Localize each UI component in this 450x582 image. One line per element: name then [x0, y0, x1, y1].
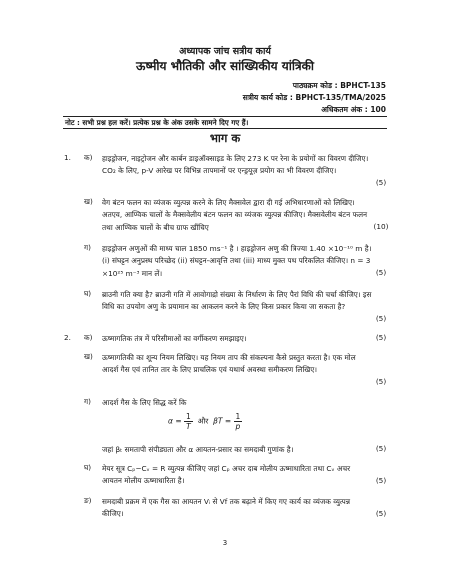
question-text: हाइड्रोजन, नाइट्रोजन और कार्बन डाइऑक्साइड के लिए 273 K पर रेना के प्रयोगों का विवरण दीजिए। CO₂ के लिए, p-V आरेख पर विभिन्न तापमानों पर एन्ड्रयूज़ प्रयोग का भी विवरण दीजिए। — [102, 154, 369, 176]
question-label: ङ) — [84, 496, 92, 505]
question-marks: (10) — [373, 222, 389, 231]
header-title-line1: अध्यापक जांच सत्रीय कार्य — [179, 46, 271, 57]
section-title: भाग क — [209, 131, 241, 145]
formula-beta-numerator: 1 — [235, 412, 241, 421]
question-number: 2. — [64, 333, 71, 342]
formula-alpha-numerator: 1 — [186, 412, 191, 421]
max-marks: अधिकतम अंक : 100 — [321, 105, 386, 114]
question-label: ख) — [84, 352, 93, 361]
question-marks: (5) — [375, 509, 387, 518]
assignment-code: सत्रीय कार्य कोड : BPHCT-135/TMA/2025 — [242, 93, 386, 102]
question-text: आदर्श गैस के लिए सिद्ध करें कि — [102, 398, 187, 407]
formula-beta-denominator: p — [235, 422, 241, 431]
page-number: 3 — [222, 539, 228, 547]
question-marks: (5) — [375, 268, 387, 277]
formula-beta-fraction — [234, 412, 243, 431]
question-text: मेयर सूत्र Cₚ−Cᵥ = R व्युत्पन्न कीजिए जहां Cₚ अचर दाब मोलीय ऊष्माधारिता तथा Cᵥ अचर आयतन मोलीय ऊष्माधारिता है। — [102, 464, 351, 486]
question-label: क) — [84, 333, 93, 342]
formula-alpha-fraction — [184, 412, 193, 431]
question-marks: (5) — [375, 178, 387, 187]
question-text: समदाबी प्रक्रम में एक गैस का आयतन Vᵢ से Vf तक बढ़ाने में किए गए कार्य का व्यंजक व्युत्पन्न कीजिए। — [102, 497, 350, 519]
formula-alpha-lhs: α = — [168, 416, 182, 426]
formula-alpha-beta — [168, 412, 242, 431]
question-marks: (5) — [375, 333, 387, 342]
question-text: ब्राउनी गति क्या है? ब्राउनी गति में आवोगाद्रो संख्या के निर्धारण के लिए पैरां विधि की चर्चा कीजिए। इस विधि का उपयोग अणु के प्रयामान का आकलन करने के लिए किस प्रकार किया जा सकता है? — [102, 290, 372, 312]
question-text: जहां βₜ समतापी संपीड्यता और α आयतन-प्रसार का समदाबी गुणांक है। — [102, 445, 294, 454]
question-marks: (5) — [375, 444, 387, 453]
question-label: ग) — [84, 397, 91, 406]
question-label: घ) — [84, 463, 92, 472]
question-text: ऊष्मागतिक तंत्र में परिसीमाओं का वर्गीकरण समझाइए। — [102, 334, 247, 343]
question-text: हाइड्रोजन अणुओं की माध्य चाल 1850 ms⁻¹ है । हाइड्रोजन अणु की त्रिज्या 1.40 ×10⁻¹⁰ m है। (i) संघट्टन अनुप्रस्थ परिच्छेद (ii) संघट्टन-आवृत्ति तथा (iii) माध्य मुक्त पथ परिकलित कीजिए। n = 3 ×10²⁵ m⁻³ मान लें। — [102, 244, 372, 278]
question-text: वेग बंटन फलन का व्यंजक व्युत्पन्न करने के लिए मैक्सवेल द्वारा दी गई अभिधारणाओं को लिखिए। अतएव, आण्विक चालों के मैक्सवेलीय बंटन फलन का व्यंजक व्युत्पन्न कीजिए। मैक्सवेलीय बंटन फलन तथा आण्विक चालों के बीच ग्राफ खींचिए — [102, 198, 368, 232]
divider-top — [63, 116, 387, 117]
formula-beta-lhs: βT = — [213, 416, 232, 426]
course-code: पाठ्यक्रम कोड : BPHCT-135 — [292, 81, 386, 90]
question-marks: (5) — [375, 314, 387, 323]
question-label: घ) — [84, 289, 92, 298]
header-title-line2: ऊष्मीय भौतिकी और सांख्यिकीय यांत्रिकी — [136, 59, 314, 73]
instruction-note: नोट : सभी प्रश्न हल करें। प्रत्येक प्रश्न के अंक उसके सामने दिए गए हैं। — [65, 118, 249, 127]
formula-alpha-denominator: T — [186, 422, 191, 431]
question-label: ग) — [84, 243, 91, 252]
question-number: 1. — [64, 153, 71, 162]
question-label: ख) — [84, 197, 93, 206]
divider-bottom — [63, 128, 387, 129]
formula-connector: और — [197, 416, 209, 426]
question-text: ऊष्मागतिकी का शून्य नियम लिखिए। यह नियम ताप की संकल्पना कैसे प्रस्तुत करता है। एक मोल आदर्श गैस एवं तानित तार के लिए प्राचलिक एवं यथार्थ अवस्था समीकरण लिखिए। — [102, 353, 356, 375]
question-marks: (5) — [375, 476, 387, 485]
question-label: क) — [84, 153, 93, 162]
question-marks: (5) — [375, 377, 387, 386]
